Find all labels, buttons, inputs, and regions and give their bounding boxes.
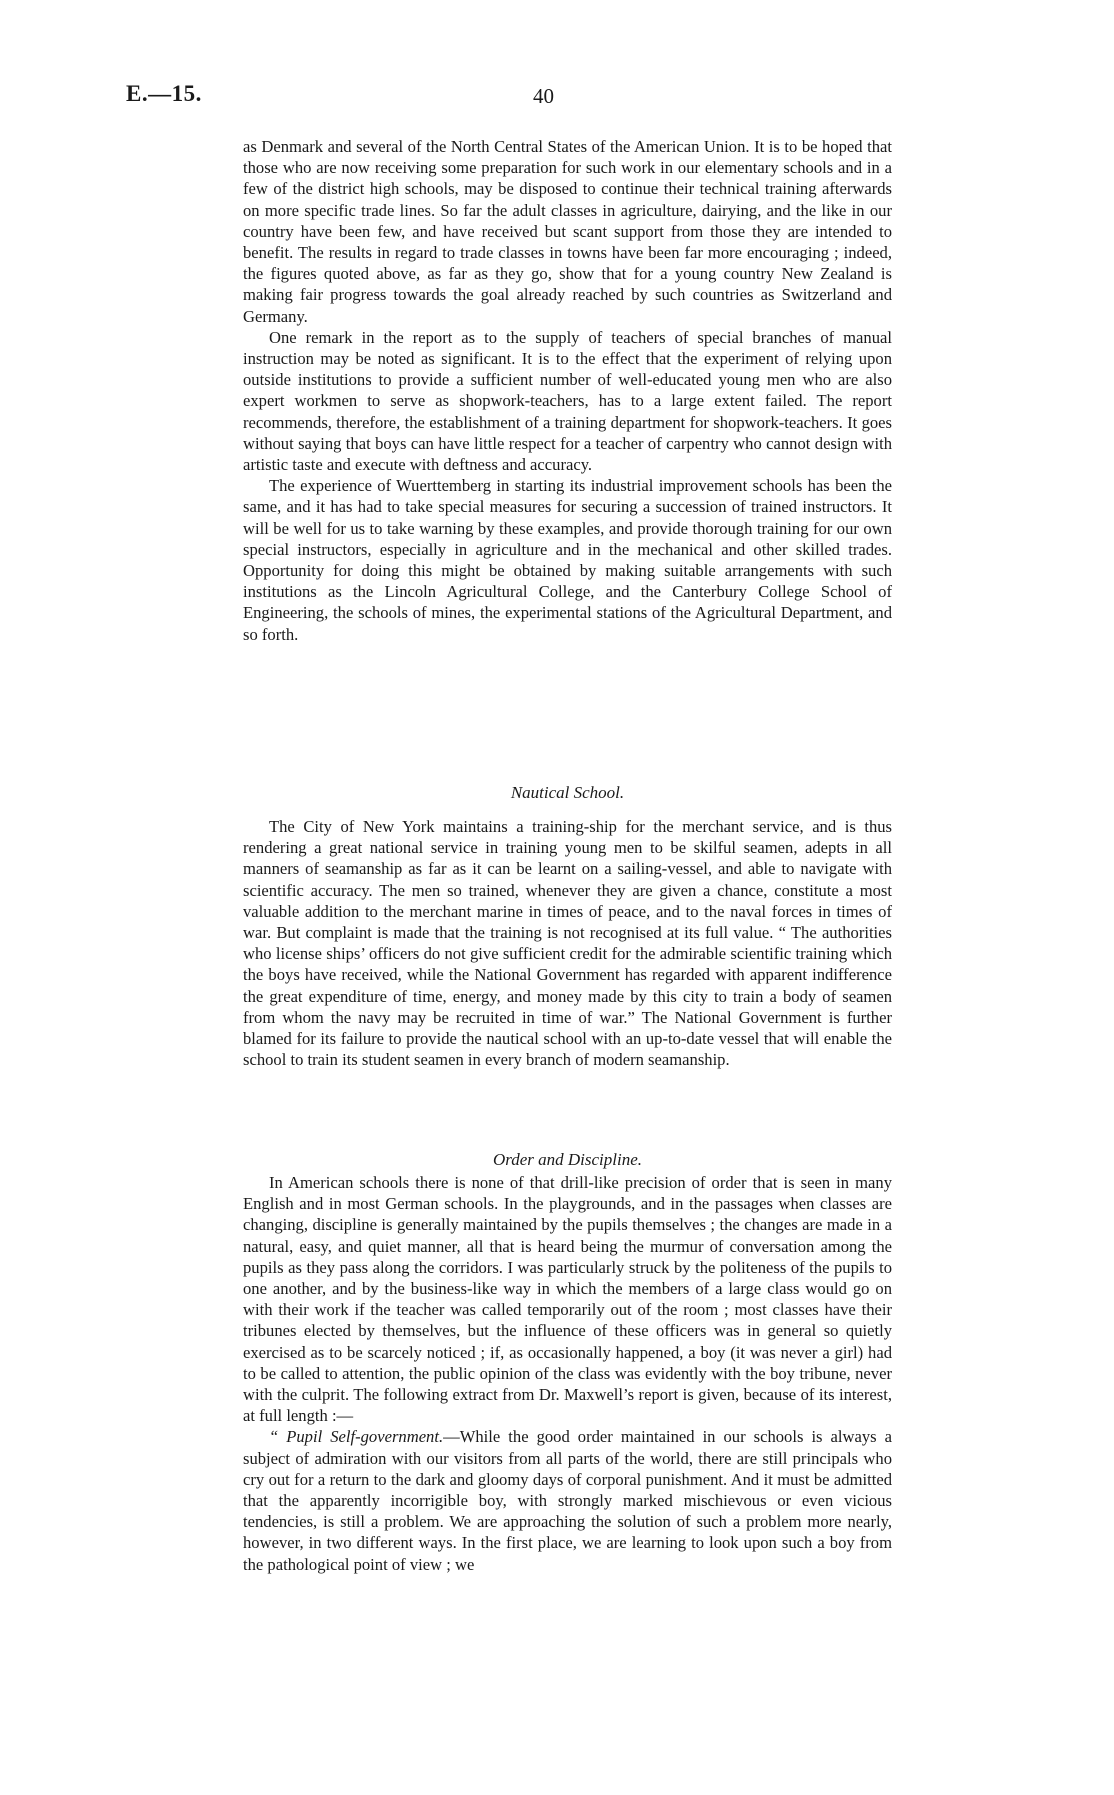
paragraph: One remark in the report as to the supply of teachers of special branches of manual instruction may be noted as significant. It is to the effect that the experiment of relying upon outside institutions to provide a sufficient number of well-educated young men who are also expert workmen to serve as shopwork-teachers, has to a large extent failed. The report recommends, therefore, the establishment of a training department for shopwork-teachers. It goes without saying that boys can have little respect for a teacher of carpentry who cannot design with artistic taste and execute with deftness and accuracy. [243,327,892,475]
page-number: 40 [533,84,554,108]
section-technical-training [243,136,892,645]
document-reference: E.—15. [126,81,202,106]
paragraph: In American schools there is none of that drill-like precision of order that is seen in many English and in most German schools. In the playgrounds, and in the passages when classes are changing, discipline is generally maintained by the pupils themselves ; the changes are made in a natural, easy, and quiet manner, all that is heard being the murmur of conversation among the pupils as they pass along the corridors. I was particularly struck by the politeness of the pupils to one another, and by the business-like way in which the members of a large class would go on with their work if the teacher was called temporarily out of the room ; most classes have their tribunes elected by themselves, but the influence of these officers was in general so quietly exercised as to be scarcely noticed ; if, as occasionally happened, a boy (it was never a girl) had to be called to attention, the public opinion of the class was evidently with the boy tribune, never with the culprit. The following extract from Dr. Maxwell’s report is given, because of its interest, at full length :— [243,1173,892,1426]
section-nautical-school [243,816,892,1070]
paragraph: The experience of Wuerttemberg in starting its industrial improvement schools has been the same, and it has had to take special measures for securing a succession of trained instructors. It will be well for us to take warning by these examples, and provide thorough training for our own special instructors, especially in agriculture and in the mechanical and other skilled trades. Opportunity for doing this might be obtained by making suitable arrangements with such institutions as the Lincoln Agricultural College, and the Canterbury College School of Engineering, the schools of mines, the experimental stations of the Agricultural Department, and so forth. [243,476,892,644]
quote-body: —While the good order maintained in our schools is always a subject of admiration with our visitors from all parts of the world, there are still principals who cry out for a return to the dark and gloomy days of corporal punishment. And it must be admitted that the apparently incorrigible boy, with strongly marked mischievous or even vicious tendencies, is still a problem. We are approaching the solution of such a problem more nearly, however, in two different ways. In the first place, we are learning to look upon such a boy from the pathological point of view ; we [243,1427,892,1574]
paragraph: as Denmark and several of the North Central States of the American Union. It is to be hoped that those who are now receiving some preparation for such work in our elementary schools and in a few of the district high schools, may be disposed to continue their technical training afterwards on more specific trade lines. So far the adult classes in agriculture, dairying, and the like in our country have been few, and have received but scant support from those they are intended to benefit. The results in regard to trade classes in towns have been far more encouraging ; indeed, the figures quoted above, as far as they go, show that for a young country New Zealand is making fair progress towards the goal already reached by such countries as Switzerland and Germany. [243,137,892,326]
section-heading-nautical-school: Nautical School. [510,783,625,802]
section-heading-order-discipline: Order and Discipline. [492,1150,643,1169]
paragraph [243,1426,892,1574]
section-order-discipline [243,1172,892,1575]
quote-lead: “ Pupil Self-government. [269,1427,444,1447]
paragraph: The City of New York maintains a training-ship for the merchant service, and is thus rendering a great national service in training young men to be skilful seamen, adepts in all manners of seamanship as far as it can be learnt on a sailing-vessel, and able to navigate with scientific accuracy. The men so trained, whenever they are given a chance, constitute a most valuable addition to the merchant marine in times of peace, and to the naval forces in times of war. But complaint is made that the training is not recognised at its full value. “ The authorities who license ships’ officers do not give sufficient credit for the admirable scientific training which the boys have received, while the National Government has regarded with apparent indifference the great expenditure of time, energy, and money made by this city to train a body of seamen from whom the navy may be recruited in time of war.” The National Government is further blamed for its failure to provide the nautical school with an up-to-date vessel that will enable the school to train its student seamen in every branch of modern seamanship. [243,817,892,1070]
